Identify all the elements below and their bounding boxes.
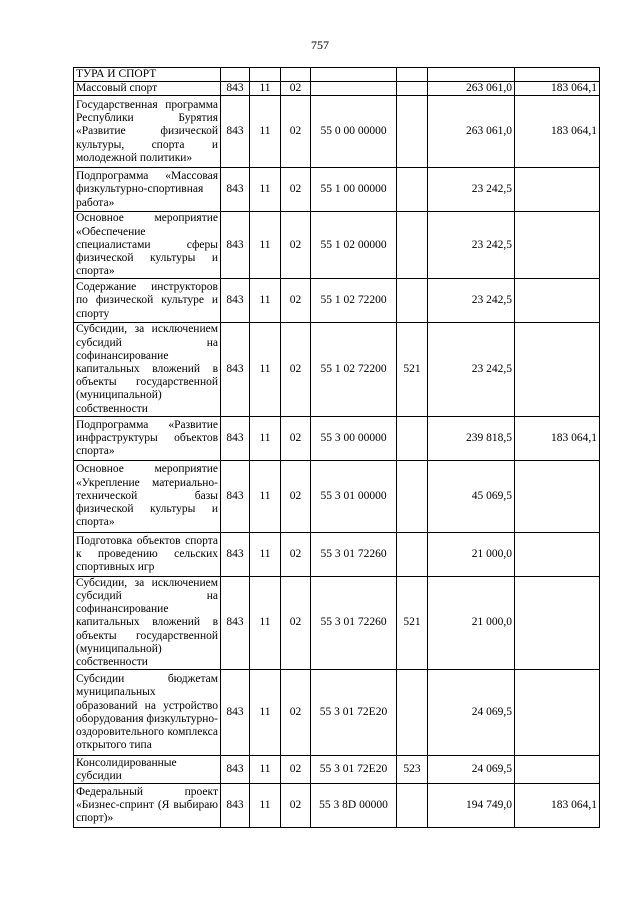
row-ved-code: 843 bbox=[221, 168, 250, 212]
row-amount-year-1: 239 818,5 bbox=[428, 416, 515, 460]
row-ved-code: 843 bbox=[221, 670, 250, 756]
row-ved-code: 843 bbox=[221, 576, 250, 669]
row-amount-year-1: 23 242,5 bbox=[428, 168, 515, 212]
row-subsection-code: 02 bbox=[281, 279, 311, 323]
row-target-article-code: 55 1 02 72200 bbox=[311, 279, 397, 323]
row-subsection-code: 02 bbox=[281, 168, 311, 212]
row-section-code: 11 bbox=[250, 323, 281, 416]
row-name: Подготовка объектов спорта к проведению сельских спортивных игр bbox=[74, 532, 221, 576]
row-subsection-code: 02 bbox=[281, 532, 311, 576]
row-expense-type-code bbox=[397, 416, 428, 460]
row-amount-year-1: 23 242,5 bbox=[428, 212, 515, 279]
row-amount-year-2: 183 064,1 bbox=[515, 416, 600, 460]
row-amount-year-1: 21 000,0 bbox=[428, 576, 515, 669]
row-ved-code: 843 bbox=[221, 279, 250, 323]
row-amount-year-2 bbox=[515, 576, 600, 669]
row-target-article-code: 55 3 8D 00000 bbox=[311, 784, 397, 828]
row-target-article-code: 55 0 00 00000 bbox=[311, 96, 397, 168]
row-target-article-code: 55 3 01 00000 bbox=[311, 460, 397, 532]
table-row bbox=[74, 416, 600, 460]
row-name: Подпрограмма «Развитие инфраструктуры объектов спорта» bbox=[74, 416, 221, 460]
row-target-article-code: 55 3 00 00000 bbox=[311, 416, 397, 460]
row-target-article-code bbox=[311, 68, 397, 82]
row-section-code: 11 bbox=[250, 168, 281, 212]
row-amount-year-1: 23 242,5 bbox=[428, 323, 515, 416]
row-amount-year-1: 24 069,5 bbox=[428, 756, 515, 784]
row-expense-type-code: 521 bbox=[397, 576, 428, 669]
page-number: 757 bbox=[311, 38, 329, 52]
table-row bbox=[74, 279, 600, 323]
row-name: Субсидии, за исключением субсидий на софинансирование капитальных вложений в объекты государственной (муниципальной) собственности bbox=[74, 576, 221, 669]
budget-table bbox=[73, 67, 600, 828]
row-section-code bbox=[250, 68, 281, 82]
row-amount-year-1: 24 069,5 bbox=[428, 670, 515, 756]
row-target-article-code: 55 1 00 00000 bbox=[311, 168, 397, 212]
row-ved-code bbox=[221, 68, 250, 82]
row-ved-code: 843 bbox=[221, 416, 250, 460]
row-subsection-code: 02 bbox=[281, 576, 311, 669]
row-section-code: 11 bbox=[250, 82, 281, 96]
table-row bbox=[74, 784, 600, 828]
row-subsection-code: 02 bbox=[281, 756, 311, 784]
row-expense-type-code bbox=[397, 96, 428, 168]
table-row bbox=[74, 323, 600, 416]
row-amount-year-2 bbox=[515, 756, 600, 784]
row-amount-year-2 bbox=[515, 460, 600, 532]
row-section-code: 11 bbox=[250, 460, 281, 532]
table-row bbox=[74, 670, 600, 756]
row-subsection-code: 02 bbox=[281, 416, 311, 460]
table-row bbox=[74, 82, 600, 96]
row-section-code: 11 bbox=[250, 212, 281, 279]
table-row bbox=[74, 756, 600, 784]
row-expense-type-code bbox=[397, 168, 428, 212]
row-expense-type-code bbox=[397, 279, 428, 323]
row-name: ТУРА И СПОРТ bbox=[74, 68, 221, 82]
row-section-code: 11 bbox=[250, 279, 281, 323]
row-ved-code: 843 bbox=[221, 460, 250, 532]
row-amount-year-2 bbox=[515, 168, 600, 212]
row-amount-year-2: 183 064,1 bbox=[515, 82, 600, 96]
row-target-article-code: 55 3 01 72E20 bbox=[311, 756, 397, 784]
row-amount-year-1: 263 061,0 bbox=[428, 82, 515, 96]
table-row bbox=[74, 68, 600, 82]
row-amount-year-1: 263 061,0 bbox=[428, 96, 515, 168]
row-expense-type-code bbox=[397, 532, 428, 576]
row-target-article-code: 55 3 01 72260 bbox=[311, 576, 397, 669]
table-row bbox=[74, 212, 600, 279]
row-amount-year-1: 21 000,0 bbox=[428, 532, 515, 576]
row-subsection-code: 02 bbox=[281, 323, 311, 416]
row-name: Федеральный проект «Бизнес-спринт (Я выбираю спорт)» bbox=[74, 784, 221, 828]
table-body bbox=[74, 68, 600, 828]
row-amount-year-2 bbox=[515, 670, 600, 756]
row-section-code: 11 bbox=[250, 96, 281, 168]
row-amount-year-1: 23 242,5 bbox=[428, 279, 515, 323]
row-section-code: 11 bbox=[250, 416, 281, 460]
row-amount-year-2: 183 064,1 bbox=[515, 784, 600, 828]
row-name: Государственная программа Республики Бурятия «Развитие физической культуры, спорта и молодежной политики» bbox=[74, 96, 221, 168]
row-section-code: 11 bbox=[250, 532, 281, 576]
row-expense-type-code bbox=[397, 82, 428, 96]
row-name: Субсидии, за исключением субсидий на софинансирование капитальных вложений в объекты государственной (муниципальной) собственности bbox=[74, 323, 221, 416]
row-name: Субсидии бюджетам муниципальных образований на устройство оборудования физкультурно-оздоровительного комплекса открытого типа bbox=[74, 670, 221, 756]
table-row bbox=[74, 532, 600, 576]
row-expense-type-code: 523 bbox=[397, 756, 428, 784]
row-amount-year-1 bbox=[428, 68, 515, 82]
row-section-code: 11 bbox=[250, 576, 281, 669]
row-name: Основное мероприятие «Укрепление материально-технической базы физической культуры и спорта» bbox=[74, 460, 221, 532]
row-subsection-code: 02 bbox=[281, 82, 311, 96]
table-row bbox=[74, 460, 600, 532]
row-subsection-code: 02 bbox=[281, 212, 311, 279]
row-target-article-code: 55 1 02 00000 bbox=[311, 212, 397, 279]
row-amount-year-2 bbox=[515, 68, 600, 82]
row-ved-code: 843 bbox=[221, 212, 250, 279]
row-target-article-code: 55 3 01 72E20 bbox=[311, 670, 397, 756]
row-subsection-code: 02 bbox=[281, 96, 311, 168]
row-expense-type-code bbox=[397, 212, 428, 279]
row-amount-year-1: 194 749,0 bbox=[428, 784, 515, 828]
row-name: Подпрограмма «Массовая физкультурно-спортивная работа» bbox=[74, 168, 221, 212]
row-ved-code: 843 bbox=[221, 784, 250, 828]
row-expense-type-code bbox=[397, 784, 428, 828]
row-expense-type-code bbox=[397, 460, 428, 532]
row-expense-type-code bbox=[397, 68, 428, 82]
row-subsection-code: 02 bbox=[281, 460, 311, 532]
row-amount-year-2 bbox=[515, 212, 600, 279]
row-amount-year-1: 45 069,5 bbox=[428, 460, 515, 532]
row-subsection-code: 02 bbox=[281, 784, 311, 828]
row-subsection-code: 02 bbox=[281, 670, 311, 756]
row-name: Основное мероприятие «Обеспечение специалистами сферы физической культуры и спорта» bbox=[74, 212, 221, 279]
row-name: Консолидированные субсидии bbox=[74, 756, 221, 784]
table-row bbox=[74, 96, 600, 168]
row-section-code: 11 bbox=[250, 756, 281, 784]
row-name: Массовый спорт bbox=[74, 82, 221, 96]
row-section-code: 11 bbox=[250, 784, 281, 828]
row-ved-code: 843 bbox=[221, 756, 250, 784]
row-name: Содержание инструкторов по физической культуре и спорту bbox=[74, 279, 221, 323]
table-row bbox=[74, 168, 600, 212]
row-subsection-code bbox=[281, 68, 311, 82]
row-target-article-code: 55 1 02 72200 bbox=[311, 323, 397, 416]
row-amount-year-2 bbox=[515, 279, 600, 323]
row-section-code: 11 bbox=[250, 670, 281, 756]
row-ved-code: 843 bbox=[221, 96, 250, 168]
table-row bbox=[74, 576, 600, 669]
row-ved-code: 843 bbox=[221, 532, 250, 576]
row-ved-code: 843 bbox=[221, 323, 250, 416]
row-ved-code: 843 bbox=[221, 82, 250, 96]
row-expense-type-code: 521 bbox=[397, 323, 428, 416]
row-amount-year-2: 183 064,1 bbox=[515, 96, 600, 168]
row-target-article-code bbox=[311, 82, 397, 96]
row-amount-year-2 bbox=[515, 532, 600, 576]
row-amount-year-2 bbox=[515, 323, 600, 416]
row-expense-type-code bbox=[397, 670, 428, 756]
row-target-article-code: 55 3 01 72260 bbox=[311, 532, 397, 576]
